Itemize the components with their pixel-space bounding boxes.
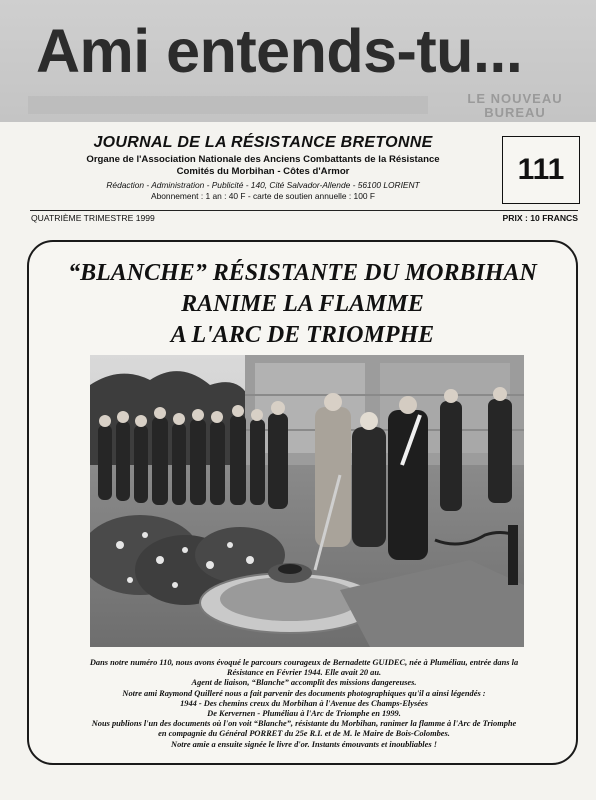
caption-line: Agent de liaison, “Blanche” accomplit des missions dangereuses. xyxy=(191,678,417,688)
address-line: Rédaction - Administration - Publicité - 140, Cité Salvador-Allende - 56100 LORIENT xyxy=(106,180,420,190)
journal-header xyxy=(30,128,496,201)
caption-line: 1944 - Des chemins creux du Morbihan à l'Avenue des Champs-Elysées xyxy=(180,698,428,708)
committees-line: Comités du Morbihan - Côtes d'Armor xyxy=(176,166,350,177)
caption-line: De Kervernen - Pluméliau à l'Arc de Triomphe en 1999. xyxy=(207,709,401,719)
caption-line: Résistance en Février 1944. Elle avait 20 au. xyxy=(226,668,382,678)
article-headline xyxy=(30,258,575,351)
photo-caption xyxy=(36,658,572,750)
organ-line: Organe de l'Association Nationale des Anciens Combattants de la Résistance xyxy=(86,154,440,165)
journal-title: JOURNAL DE LA RÉSISTANCE BRETONNE xyxy=(93,134,433,151)
masthead-ghost-text: LE NOUVEAU BUREAU xyxy=(467,91,563,120)
caption-line: Dans notre numéro 110, nous avons évoqué le parcours courageux de Bernadette GUIDEC, née à Pluméliau, entrée dans la xyxy=(89,658,519,667)
issue-number: 111 xyxy=(502,136,580,204)
caption-line: Notre amie a ensuite signée le livre d'or. Instants émouvants et inoubliables ! xyxy=(171,739,437,749)
headline-line: “BLANCHE” RÉSISTANTE DU MORBIHAN xyxy=(68,260,537,286)
headline-line: RANIME LA FLAMME xyxy=(181,291,424,317)
issue-price: PRIX : 10 FRANCS xyxy=(502,213,578,223)
masthead xyxy=(0,0,596,122)
ceremony-photo-illustration xyxy=(90,355,524,647)
subscription-line: Abonnement : 1 an : 40 F - carte de soutien annuelle : 100 F xyxy=(151,191,375,201)
caption-line: Notre ami Raymond Quilleré nous a fait parvenir des documents photographiques qu'il a ainsi légendés : xyxy=(122,688,486,698)
header-divider xyxy=(30,210,578,211)
caption-line: Nous publions l'un des documents où l'on voit “Blanche”, résistante du Morbihan, ranimer la flamme à l'Arc de Triomphe xyxy=(91,719,517,729)
caption-line: en compagnie du Général PORRET du 25e R.I. et de M. le Maire de Bois-Colombes. xyxy=(158,729,450,739)
headline-line: A L'ARC DE TRIOMPHE xyxy=(170,322,435,348)
ceremony-photo xyxy=(90,355,524,647)
masthead-background-band xyxy=(28,96,428,114)
issue-quarter: QUATRIÈME TRIMESTRE 1999 xyxy=(31,213,155,223)
newspaper-title: Ami entends-tu... xyxy=(36,17,523,85)
